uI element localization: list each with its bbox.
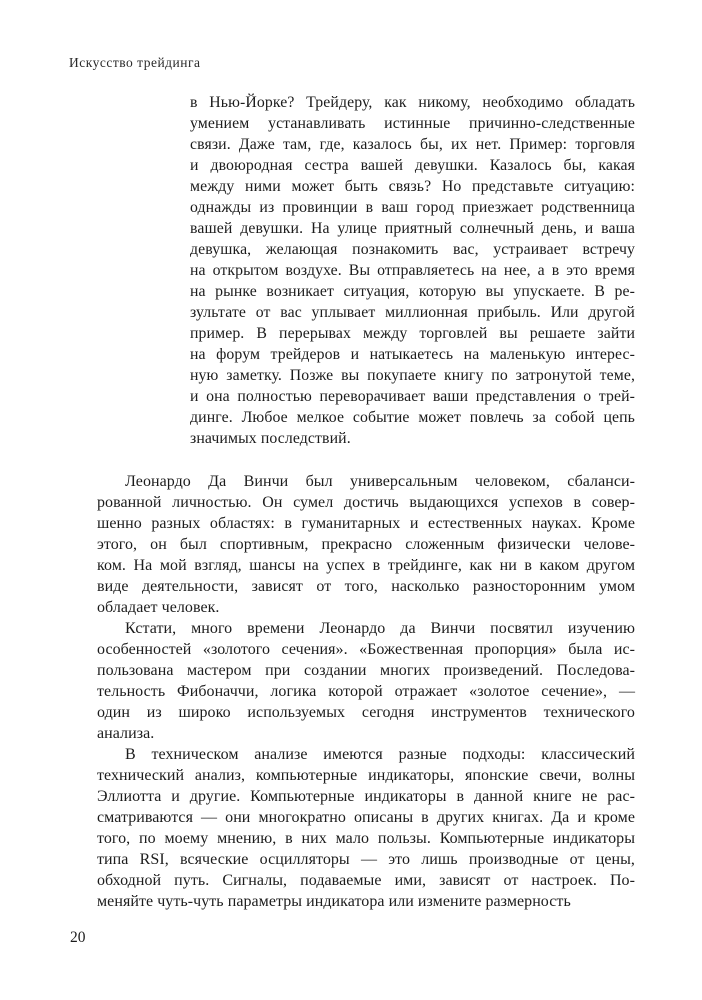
text-line: связи. Даже там, где, казалось бы, их нет. Пример: торговля xyxy=(190,136,635,153)
text-line: динге. Любое мелкое событие может повлечь за собой цепь xyxy=(190,409,635,426)
text-line: Кстати, много времени Леонардо да Винчи посвятил изучению xyxy=(125,620,635,637)
text-line: девушка, желающая познакомить вас, устраивает встречу xyxy=(190,241,635,258)
paragraph-golden-ratio xyxy=(97,618,635,744)
text-line: на рынке возникает ситуация, которую вы упускаете. В ре- xyxy=(190,283,635,300)
text-line: Леонардо Да Винчи был универсальным человеком, сбаланси- xyxy=(125,473,635,490)
text-line: рованной личностью. Он сумел достичь выдающихся успехов в совер- xyxy=(97,494,635,511)
text-line: вашей девушки. На улице приятный солнечный день, и ваша xyxy=(190,220,635,237)
text-line: и двоюродная сестра вашей девушки. Казалось бы, какая xyxy=(190,157,635,174)
text-line: умением устанавливать истинные причинно-следственные xyxy=(190,115,635,132)
text-line: обходной путь. Сигналы, подаваемые ими, зависят от настроек. По- xyxy=(97,872,635,889)
text-line: этого, он был спортивным, прекрасно сложенным физически челове- xyxy=(97,536,635,553)
text-line: однажды из провинции в ваш город приезжает родственница xyxy=(190,199,635,216)
text-line: меняйте чуть-чуть параметры индикатора или измените размерность xyxy=(97,893,571,910)
page-number: 20 xyxy=(70,929,86,946)
text-line: ную заметку. Позже вы покупаете книгу по затронутой теме, xyxy=(190,367,635,384)
text-line: анализа. xyxy=(97,725,155,742)
body-text xyxy=(97,471,635,912)
text-line: один из широко используемых сегодня инструментов технического xyxy=(97,704,635,721)
text-line: того, по моему мнению, в них мало пользы. Компьютерные индикаторы xyxy=(97,830,635,847)
quote-paragraph xyxy=(190,92,635,449)
text-line: пример. В перерывах между торговлей вы решаете зайти xyxy=(190,325,635,342)
text-line: тельность Фибоначчи, логика которой отражает «золотое сечение», — xyxy=(97,683,635,700)
text-line: на открытом воздухе. Вы отправляетесь на нее, а в это время xyxy=(190,262,635,279)
running-header: Искусство трейдинга xyxy=(69,55,201,70)
text-line: зультате от вас уплывает миллионная прибыль. Или другой xyxy=(190,304,635,321)
text-line: на форум трейдеров и натыкаетесь на маленькую интерес- xyxy=(190,346,635,363)
text-line: пользована мастером при создании многих произведений. Последова- xyxy=(97,662,635,679)
text-line: обладает человек. xyxy=(97,599,220,616)
text-line: технический анализ, компьютерные индикаторы, японские свечи, волны xyxy=(97,767,635,784)
text-line: сматриваются — они многократно описаны в других книгах. Да и кроме xyxy=(97,809,635,826)
paragraph-technical-analysis xyxy=(97,744,635,912)
text-line: Эллиотта и другие. Компьютерные индикаторы в данной книге не рас- xyxy=(97,788,635,805)
text-line: виде деятельности, зависят от того, насколько разносторонним умом xyxy=(97,578,635,595)
text-line: В техническом анализе имеются разные подходы: классический xyxy=(125,746,635,763)
text-line: особенностей «золотого сечения». «Божественная пропорция» была ис- xyxy=(97,641,635,658)
text-line: значимых последствий. xyxy=(190,430,351,447)
text-line: типа RSI, всяческие осцилляторы — это лишь производные от цены, xyxy=(97,851,635,868)
quote-block xyxy=(190,92,635,449)
paragraph-leonardo xyxy=(97,471,635,618)
text-line: между ними может быть связь? Но представьте ситуацию: xyxy=(190,178,635,195)
text-line: и она полностью переворачивает ваши представления о трей- xyxy=(190,388,635,405)
text-line: шенно разных областях: в гуманитарных и естественных науках. Кроме xyxy=(97,515,635,532)
text-line: в Нью-Йорке? Трейдеру, как никому, необходимо обладать xyxy=(190,94,635,111)
text-line: ком. На мой взгляд, шансы на успех в трейдинге, как ни в каком другом xyxy=(97,557,635,574)
